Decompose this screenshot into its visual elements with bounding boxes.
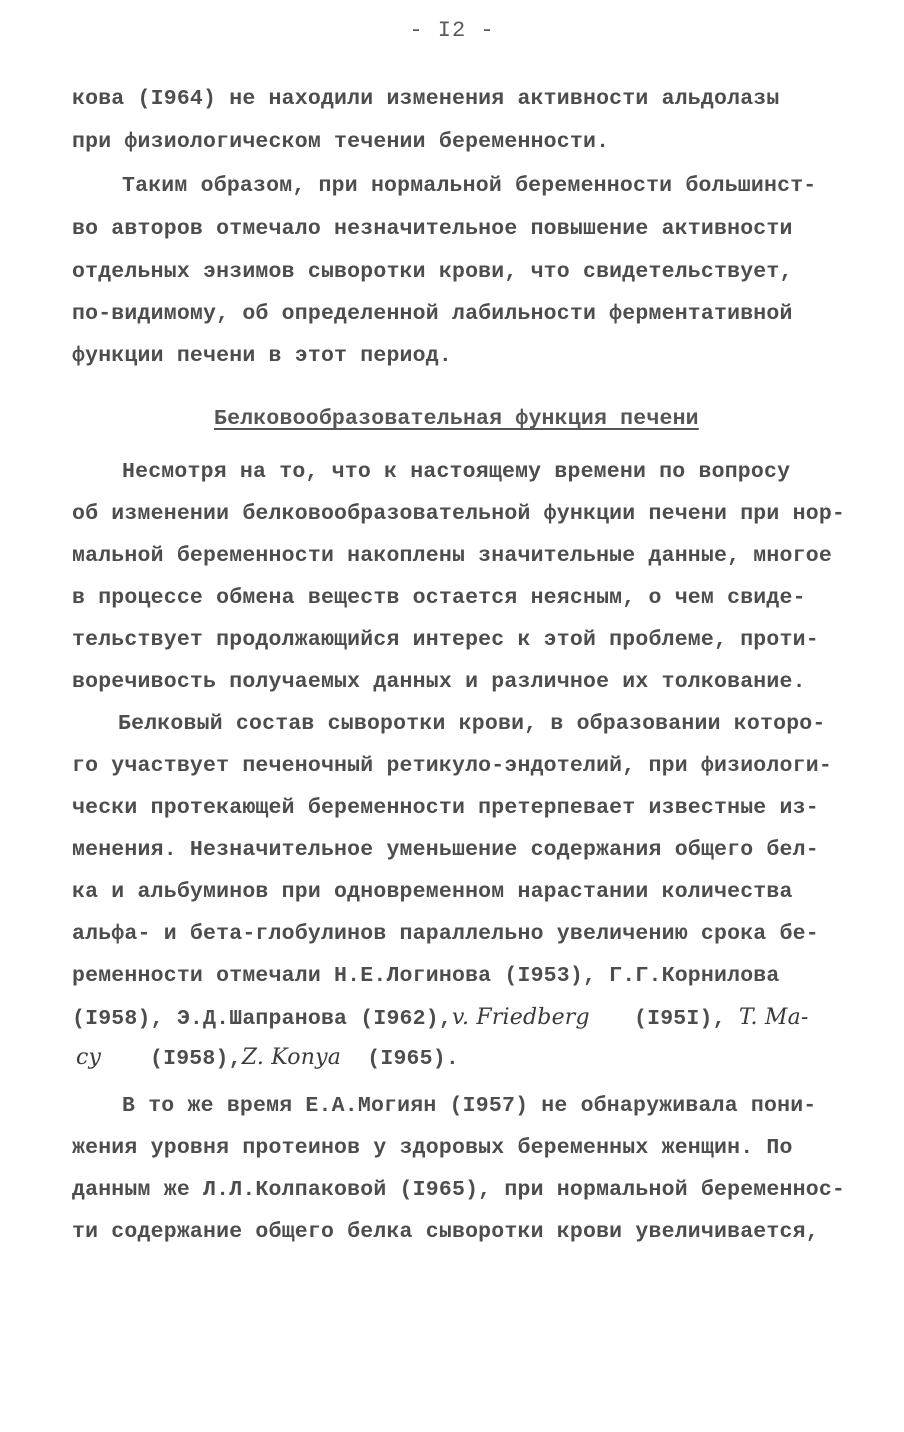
text-line <box>634 1004 809 1033</box>
typed-text: (I965). <box>367 1047 459 1071</box>
text-line: ка и альбуминов при одновременном нарастании количества <box>72 880 793 904</box>
text-line: мальной беременности накоплены значительные данные, многое <box>72 544 832 568</box>
page-number: - I2 - <box>409 18 495 43</box>
text-line: чески протекающей беременности претерпевает известные из- <box>72 796 819 820</box>
text-line: жения уровня протеинов у здоровых беременных женщин. По <box>72 1136 793 1160</box>
handwritten-name: T. Ma- <box>738 1005 809 1030</box>
text-line: альфа- и бета-глобулинов параллельно увеличению срока бе- <box>72 922 819 946</box>
text-line: воречивость получаемых данных и различное их толкование. <box>72 670 806 694</box>
text-line: тельствует продолжающийся интерес к этой проблеме, проти- <box>72 628 819 652</box>
text-line: об изменении белковообразовательной функции печени при нор- <box>72 502 846 526</box>
text-line: Несмотря на то, что к настоящему времени по вопросу <box>122 460 791 484</box>
handwritten-name: v. Friedberg <box>451 1005 590 1030</box>
text-line: ременности отмечали Н.Е.Логинова (I953), Г.Г.Корнилова <box>72 964 780 988</box>
text-line: в процессе обмена веществ остается неясным, о чем свиде- <box>72 586 806 610</box>
text-line: Белковый состав сыворотки крови, в образовании которо- <box>118 712 826 736</box>
typed-text: (I958), Э.Д.Шапранова (I962), <box>72 1007 452 1031</box>
text-line: во авторов отмечало незначительное повышение активности <box>72 217 793 241</box>
text-line <box>150 1044 459 1073</box>
handwritten-name: cy <box>76 1045 102 1070</box>
text-line: при физиологическом течении беременности. <box>72 130 610 154</box>
text-line: ти содержание общего белка сыворотки крови увеличивается, <box>72 1220 819 1244</box>
text-line <box>72 1004 590 1033</box>
handwritten-name: Z. Konya <box>241 1045 342 1070</box>
text-line <box>76 1044 101 1073</box>
text-line: данным же Л.Л.Колпаковой (I965), при нормальной беременнос- <box>72 1178 846 1202</box>
typed-text: (I95I), <box>634 1007 726 1031</box>
typed-text: (I958), <box>150 1047 242 1071</box>
text-line: кова (I964) не находили изменения активности альдолазы <box>72 87 780 111</box>
section-heading: Белковообразовательная функция печени <box>214 407 699 431</box>
text-line: по-видимому, об определенной лабильности ферментативной <box>72 302 793 326</box>
text-line: отдельных энзимов сыворотки крови, что свидетельствует, <box>72 260 793 284</box>
text-line: Таким образом, при нормальной беременности большинст- <box>122 174 817 198</box>
text-line: го участвует печеночный ретикуло-эндотелий, при физиологи- <box>72 754 832 778</box>
text-line: функции печени в этот период. <box>72 344 452 368</box>
text-line: менения. Незначительное уменьшение содержания общего бел- <box>72 838 819 862</box>
text-line: В то же время Е.А.Могиян (I957) не обнаруживала пони- <box>122 1094 817 1118</box>
